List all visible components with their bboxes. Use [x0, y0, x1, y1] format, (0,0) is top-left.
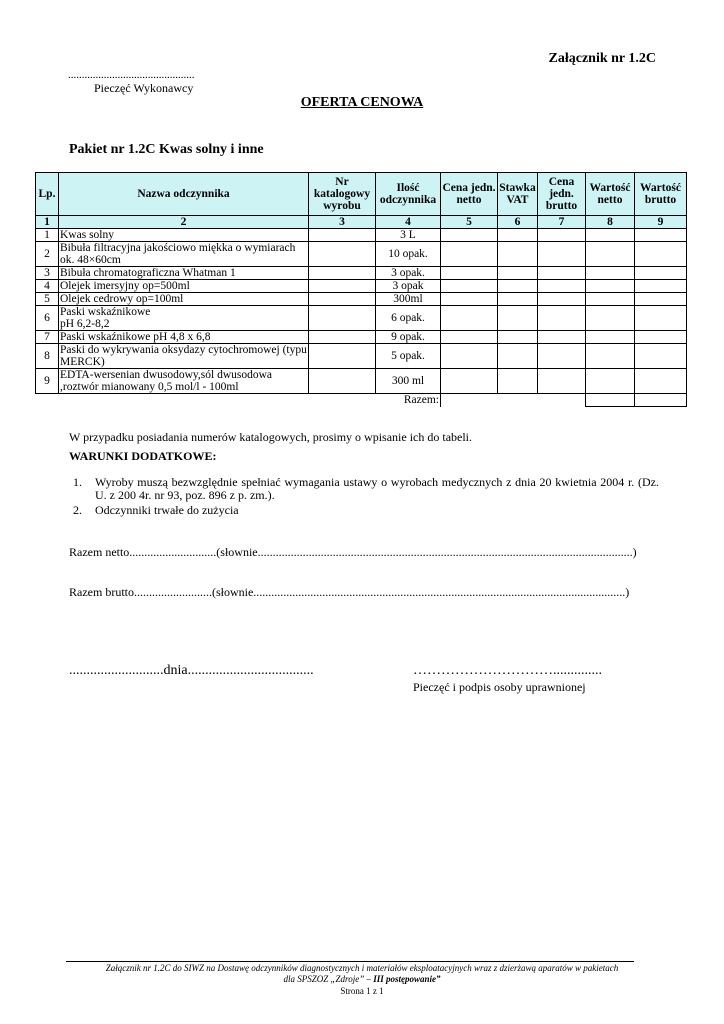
row-lp: 2 — [36, 242, 59, 267]
header-cell: Nazwa odczynnika — [59, 173, 309, 216]
value-net-cell[interactable] — [586, 306, 635, 331]
total-spacer — [441, 394, 586, 407]
value-gross-cell[interactable] — [635, 242, 687, 267]
table-row — [36, 293, 687, 306]
price-net-cell[interactable] — [441, 306, 498, 331]
total-row — [36, 394, 687, 407]
row-qty: 10 opak. — [376, 242, 441, 267]
conditions-title: WARUNKI DODATKOWE: — [69, 449, 217, 463]
vat-cell[interactable] — [498, 293, 538, 306]
table-row — [36, 344, 687, 369]
date-line: ...........................dnia.................................... — [69, 663, 314, 678]
row-lp: 3 — [36, 267, 59, 280]
column-number: 7 — [538, 216, 586, 229]
offer-table — [35, 172, 687, 407]
row-qty: 6 opak. — [376, 306, 441, 331]
total-label: Razem: — [36, 394, 441, 407]
price-gross-cell[interactable] — [538, 242, 586, 267]
value-gross-cell[interactable] — [635, 280, 687, 293]
table-row — [36, 369, 687, 394]
table-row — [36, 267, 687, 280]
row-qty: 5 opak. — [376, 344, 441, 369]
row-lp: 8 — [36, 344, 59, 369]
vat-cell[interactable] — [498, 306, 538, 331]
condition-number: 2. — [73, 503, 82, 517]
price-net-cell[interactable] — [441, 280, 498, 293]
condition-text: Odczynniki trwałe do zużycia — [95, 503, 239, 517]
table-row — [36, 280, 687, 293]
vat-cell[interactable] — [498, 280, 538, 293]
row-name: EDTA-wersenian dwusodowy,sól dwusodowa ,roztwór mianowany 0,5 mol/l - 100ml — [59, 369, 309, 394]
table-row — [36, 331, 687, 344]
catalog-note: W przypadku posiadania numerów katalogowych, prosimy o wpisanie ich do tabeli. — [69, 430, 473, 444]
page-title: OFERTA CENOWA — [300, 95, 424, 110]
value-gross-cell[interactable] — [635, 229, 687, 242]
price-net-cell[interactable] — [441, 229, 498, 242]
value-net-cell[interactable] — [586, 331, 635, 344]
total-gross-line: Razem brutto..........................(słownie............................................................................................................................) — [69, 585, 630, 599]
price-net-cell[interactable] — [441, 267, 498, 280]
row-lp: 9 — [36, 369, 59, 394]
header-cell: Wartość brutto — [635, 173, 687, 216]
header-cell: Cena jedn. brutto — [538, 173, 586, 216]
column-number: 5 — [441, 216, 498, 229]
price-net-cell[interactable] — [441, 331, 498, 344]
condition-item — [69, 476, 659, 502]
price-net-cell[interactable] — [441, 344, 498, 369]
footer-divider — [66, 961, 634, 962]
table-header-row — [36, 173, 687, 216]
value-gross-cell[interactable] — [635, 344, 687, 369]
table-row — [36, 242, 687, 267]
total-net-line: Razem netto.............................(słownie.............................................................................................................................) — [69, 545, 637, 559]
conditions-list — [69, 476, 659, 517]
row-qty: 3 opak — [376, 280, 441, 293]
header-cell: Ilość odczynnika — [376, 173, 441, 216]
catalog-cell[interactable] — [309, 306, 376, 331]
header-cell: Stawka VAT — [498, 173, 538, 216]
price-gross-cell[interactable] — [538, 344, 586, 369]
vat-cell[interactable] — [498, 331, 538, 344]
row-name: Olejek cedrowy op=100ml — [59, 293, 309, 306]
row-qty: 300 ml — [376, 369, 441, 394]
price-net-cell[interactable] — [441, 369, 498, 394]
row-qty: 9 opak. — [376, 331, 441, 344]
vat-cell[interactable] — [498, 267, 538, 280]
catalog-cell[interactable] — [309, 369, 376, 394]
stamp-label: Pieczęć Wykonawcy — [94, 81, 194, 95]
table-row — [36, 306, 687, 331]
value-net-cell[interactable] — [586, 280, 635, 293]
header-cell: Wartość netto — [586, 173, 635, 216]
column-number: 4 — [376, 216, 441, 229]
value-gross-cell[interactable] — [635, 369, 687, 394]
vat-cell[interactable] — [498, 344, 538, 369]
header-cell: Lp. — [36, 173, 59, 216]
column-number: 8 — [586, 216, 635, 229]
vat-cell[interactable] — [498, 242, 538, 267]
row-name: Bibuła chromatograficzna Whatman 1 — [59, 267, 309, 280]
column-number: 6 — [498, 216, 538, 229]
catalog-cell[interactable] — [309, 344, 376, 369]
value-net-cell[interactable] — [586, 267, 635, 280]
stamp-dotted-line: .............................................. — [68, 69, 195, 81]
value-gross-cell[interactable] — [635, 293, 687, 306]
table-row — [36, 229, 687, 242]
catalog-cell[interactable] — [309, 267, 376, 280]
condition-text: Wyroby muszą bezwzględnie spełniać wymagania ustawy o wyrobach medycznych z dnia 20 kwietnia 2004 r. (Dz. U. z 200 4r. nr 93, poz. 896 z p. zm.). — [95, 475, 659, 502]
total-net-cell[interactable] — [586, 394, 635, 407]
footer-line-1: Załącznik nr 1.2C do SIWZ na Dostawę odczynników diagnostycznych i materiałów eksploatacyjnych wraz z dzierżawą aparatów w pakietach — [105, 963, 619, 973]
row-lp: 1 — [36, 229, 59, 242]
price-gross-cell[interactable] — [538, 331, 586, 344]
catalog-cell[interactable] — [309, 229, 376, 242]
row-lp: 4 — [36, 280, 59, 293]
value-net-cell[interactable] — [586, 344, 635, 369]
row-lp: 6 — [36, 306, 59, 331]
annex-label: Załącznik nr 1.2C — [548, 51, 656, 66]
value-gross-cell[interactable] — [635, 306, 687, 331]
value-gross-cell[interactable] — [635, 267, 687, 280]
column-number-row — [36, 216, 687, 229]
footer-line-2-prefix: dla SPSZOZ „Zdroje” – — [283, 974, 374, 984]
row-name: Paski wskaźnikowe pH 4,8 x 6,8 — [59, 331, 309, 344]
vat-cell[interactable] — [498, 229, 538, 242]
vat-cell[interactable] — [498, 369, 538, 394]
page-number: Strona 1 z 1 — [340, 986, 384, 996]
footer-line-2 — [0, 974, 724, 984]
column-number: 2 — [59, 216, 309, 229]
value-net-cell[interactable] — [586, 369, 635, 394]
price-net-cell[interactable] — [441, 242, 498, 267]
column-number: 9 — [635, 216, 687, 229]
value-gross-cell[interactable] — [635, 331, 687, 344]
row-qty: 3 opak. — [376, 267, 441, 280]
price-gross-cell[interactable] — [538, 267, 586, 280]
total-gross-cell[interactable] — [635, 394, 687, 407]
catalog-cell[interactable] — [309, 280, 376, 293]
price-net-cell[interactable] — [441, 293, 498, 306]
condition-number: 1. — [73, 475, 82, 489]
value-net-cell[interactable] — [586, 242, 635, 267]
footer-line-2-bold: III postępowanie” — [373, 974, 441, 984]
price-gross-cell[interactable] — [538, 369, 586, 394]
header-cell: Cena jedn. netto — [441, 173, 498, 216]
row-name: Olejek imersyjny op=500ml — [59, 280, 309, 293]
value-net-cell[interactable] — [586, 293, 635, 306]
value-net-cell[interactable] — [586, 229, 635, 242]
package-title: Pakiet nr 1.2C Kwas solny i inne — [69, 142, 264, 157]
row-name: Paski do wykrywania oksydazy cytochromowej (typu MERCK) — [60, 344, 307, 368]
price-gross-cell[interactable] — [538, 293, 586, 306]
row-lp: 5 — [36, 293, 59, 306]
row-qty: 3 L — [376, 229, 441, 242]
row-name: Kwas solny — [59, 229, 309, 242]
row-name: Bibuła filtracyjna jakościowo miękka o wymiarach ok. 48×60cm — [59, 242, 309, 267]
price-gross-cell[interactable] — [538, 306, 586, 331]
signature-label: Pieczęć i podpis osoby uprawnionej — [413, 680, 586, 694]
row-lp: 7 — [36, 331, 59, 344]
row-name: Paski wskaźnikowe pH 6,2-8,2 — [59, 306, 309, 331]
header-cell: Nr katalogowy wyrobu — [309, 173, 376, 216]
catalog-cell[interactable] — [309, 293, 376, 306]
catalog-cell[interactable] — [309, 331, 376, 344]
price-gross-cell[interactable] — [538, 280, 586, 293]
column-number: 1 — [36, 216, 59, 229]
column-number: 3 — [309, 216, 376, 229]
condition-item — [69, 504, 659, 517]
price-gross-cell[interactable] — [538, 229, 586, 242]
catalog-cell[interactable] — [309, 242, 376, 267]
signature-dotted-line: ………………………….............. — [413, 663, 602, 678]
row-qty: 300ml — [376, 293, 441, 306]
